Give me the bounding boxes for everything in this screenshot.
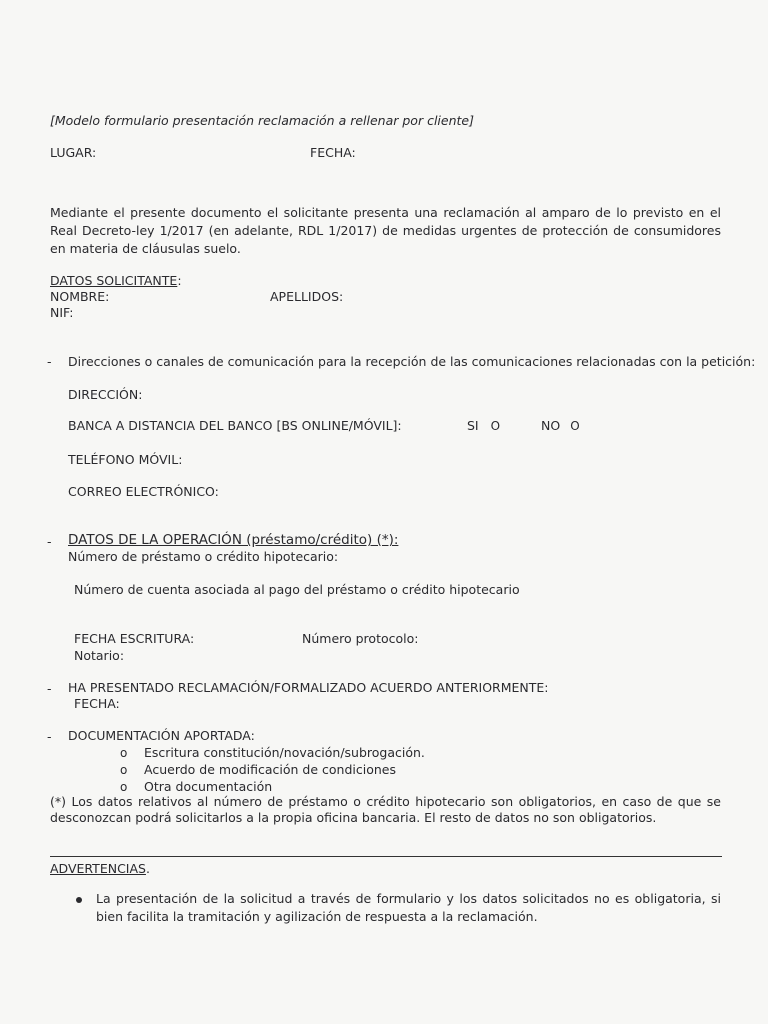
si-option[interactable] — [467, 418, 500, 434]
intro-paragraph: Mediante el presente documento el solicitante presenta una reclamación al amparo de lo previsto en el Real Decreto-ley 1/2017 (en adelante, RDL 1/2017) de medidas urgentes de protección de consumidores en materia de cláusulas suelo. — [50, 205, 721, 256]
advertencias-heading-dot: . — [145, 861, 150, 876]
reclamacion-dash: - — [47, 681, 52, 696]
documentacion-item: Escritura constitución/novación/subrogación. — [144, 745, 425, 760]
lugar-label: LUGAR: — [50, 145, 97, 160]
numero-prestamo-label: Número de préstamo o crédito hipotecario: — [68, 549, 339, 564]
numero-cuenta-label: Número de cuenta asociada al pago del préstamo o crédito hipotecario — [74, 582, 520, 597]
comunicacion-intro: Direcciones o canales de comunicación para la recepción de las comunicaciones relacionadas con la petición: — [68, 354, 756, 369]
advertencia-bullet — [76, 897, 82, 903]
operacion-heading: DATOS DE LA OPERACIÓN (préstamo/crédito) (*): — [68, 532, 399, 548]
documentacion-bullet: o — [120, 763, 128, 777]
si-label: SI — [467, 418, 479, 433]
no-radio[interactable]: O — [570, 419, 580, 433]
documentacion-heading: DOCUMENTACIÓN APORTADA: — [68, 728, 255, 743]
fecha-label: FECHA: — [310, 145, 356, 160]
direccion-label: DIRECCIÓN: — [68, 387, 143, 402]
reclamacion-fecha-label: FECHA: — [74, 696, 120, 711]
nombre-label: NOMBRE: — [50, 289, 110, 304]
nif-label: NIF: — [50, 305, 74, 320]
advertencias-heading — [50, 861, 150, 877]
documentacion-bullet: o — [120, 746, 128, 760]
numero-protocolo-label: Número protocolo: — [302, 631, 419, 646]
correo-label: CORREO ELECTRÓNICO: — [68, 484, 219, 499]
no-option[interactable] — [541, 418, 580, 434]
header-note: [Modelo formulario presentación reclamación a rellenar por cliente] — [50, 113, 474, 128]
documentacion-item: Acuerdo de modificación de condiciones — [144, 762, 396, 777]
telefono-label: TELÉFONO MÓVIL: — [68, 452, 183, 467]
advertencia-item: La presentación de la solicitud a través de formulario y los datos solicitados no es obligatoria, si bien facilita la tramitación y agilización de respuesta a la reclamación. — [96, 891, 721, 924]
footnote: (*) Los datos relativos al número de préstamo o crédito hipotecario son obligatorios, en caso de que se desconozcan podrá solicitarlos a la propia oficina bancaria. El resto de datos no son obligatorios. — [50, 794, 721, 825]
section-divider — [50, 856, 722, 857]
banca-label: BANCA A DISTANCIA DEL BANCO [BS ONLINE/MÓVIL]: — [68, 418, 402, 433]
fecha-escritura-label: FECHA ESCRITURA: — [74, 631, 195, 646]
documentacion-dash: - — [47, 729, 52, 744]
reclamacion-heading: HA PRESENTADO RECLAMACIÓN/FORMALIZADO ACUERDO ANTERIORMENTE: — [68, 680, 549, 695]
apellidos-label: APELLIDOS: — [270, 289, 344, 304]
solicitante-heading-colon: : — [177, 273, 182, 288]
operacion-dash: - — [47, 534, 52, 549]
solicitante-heading-text: DATOS SOLICITANTE — [50, 273, 178, 288]
notario-label: Notario: — [74, 648, 125, 663]
si-radio[interactable]: O — [490, 419, 501, 433]
advertencias-heading-text: ADVERTENCIAS — [50, 861, 146, 876]
documentacion-bullet: o — [120, 780, 128, 794]
comunicacion-dash: - — [47, 354, 52, 369]
documentacion-item: Otra documentación — [144, 779, 273, 794]
no-label: NO — [541, 418, 561, 433]
solicitante-heading — [50, 273, 182, 289]
